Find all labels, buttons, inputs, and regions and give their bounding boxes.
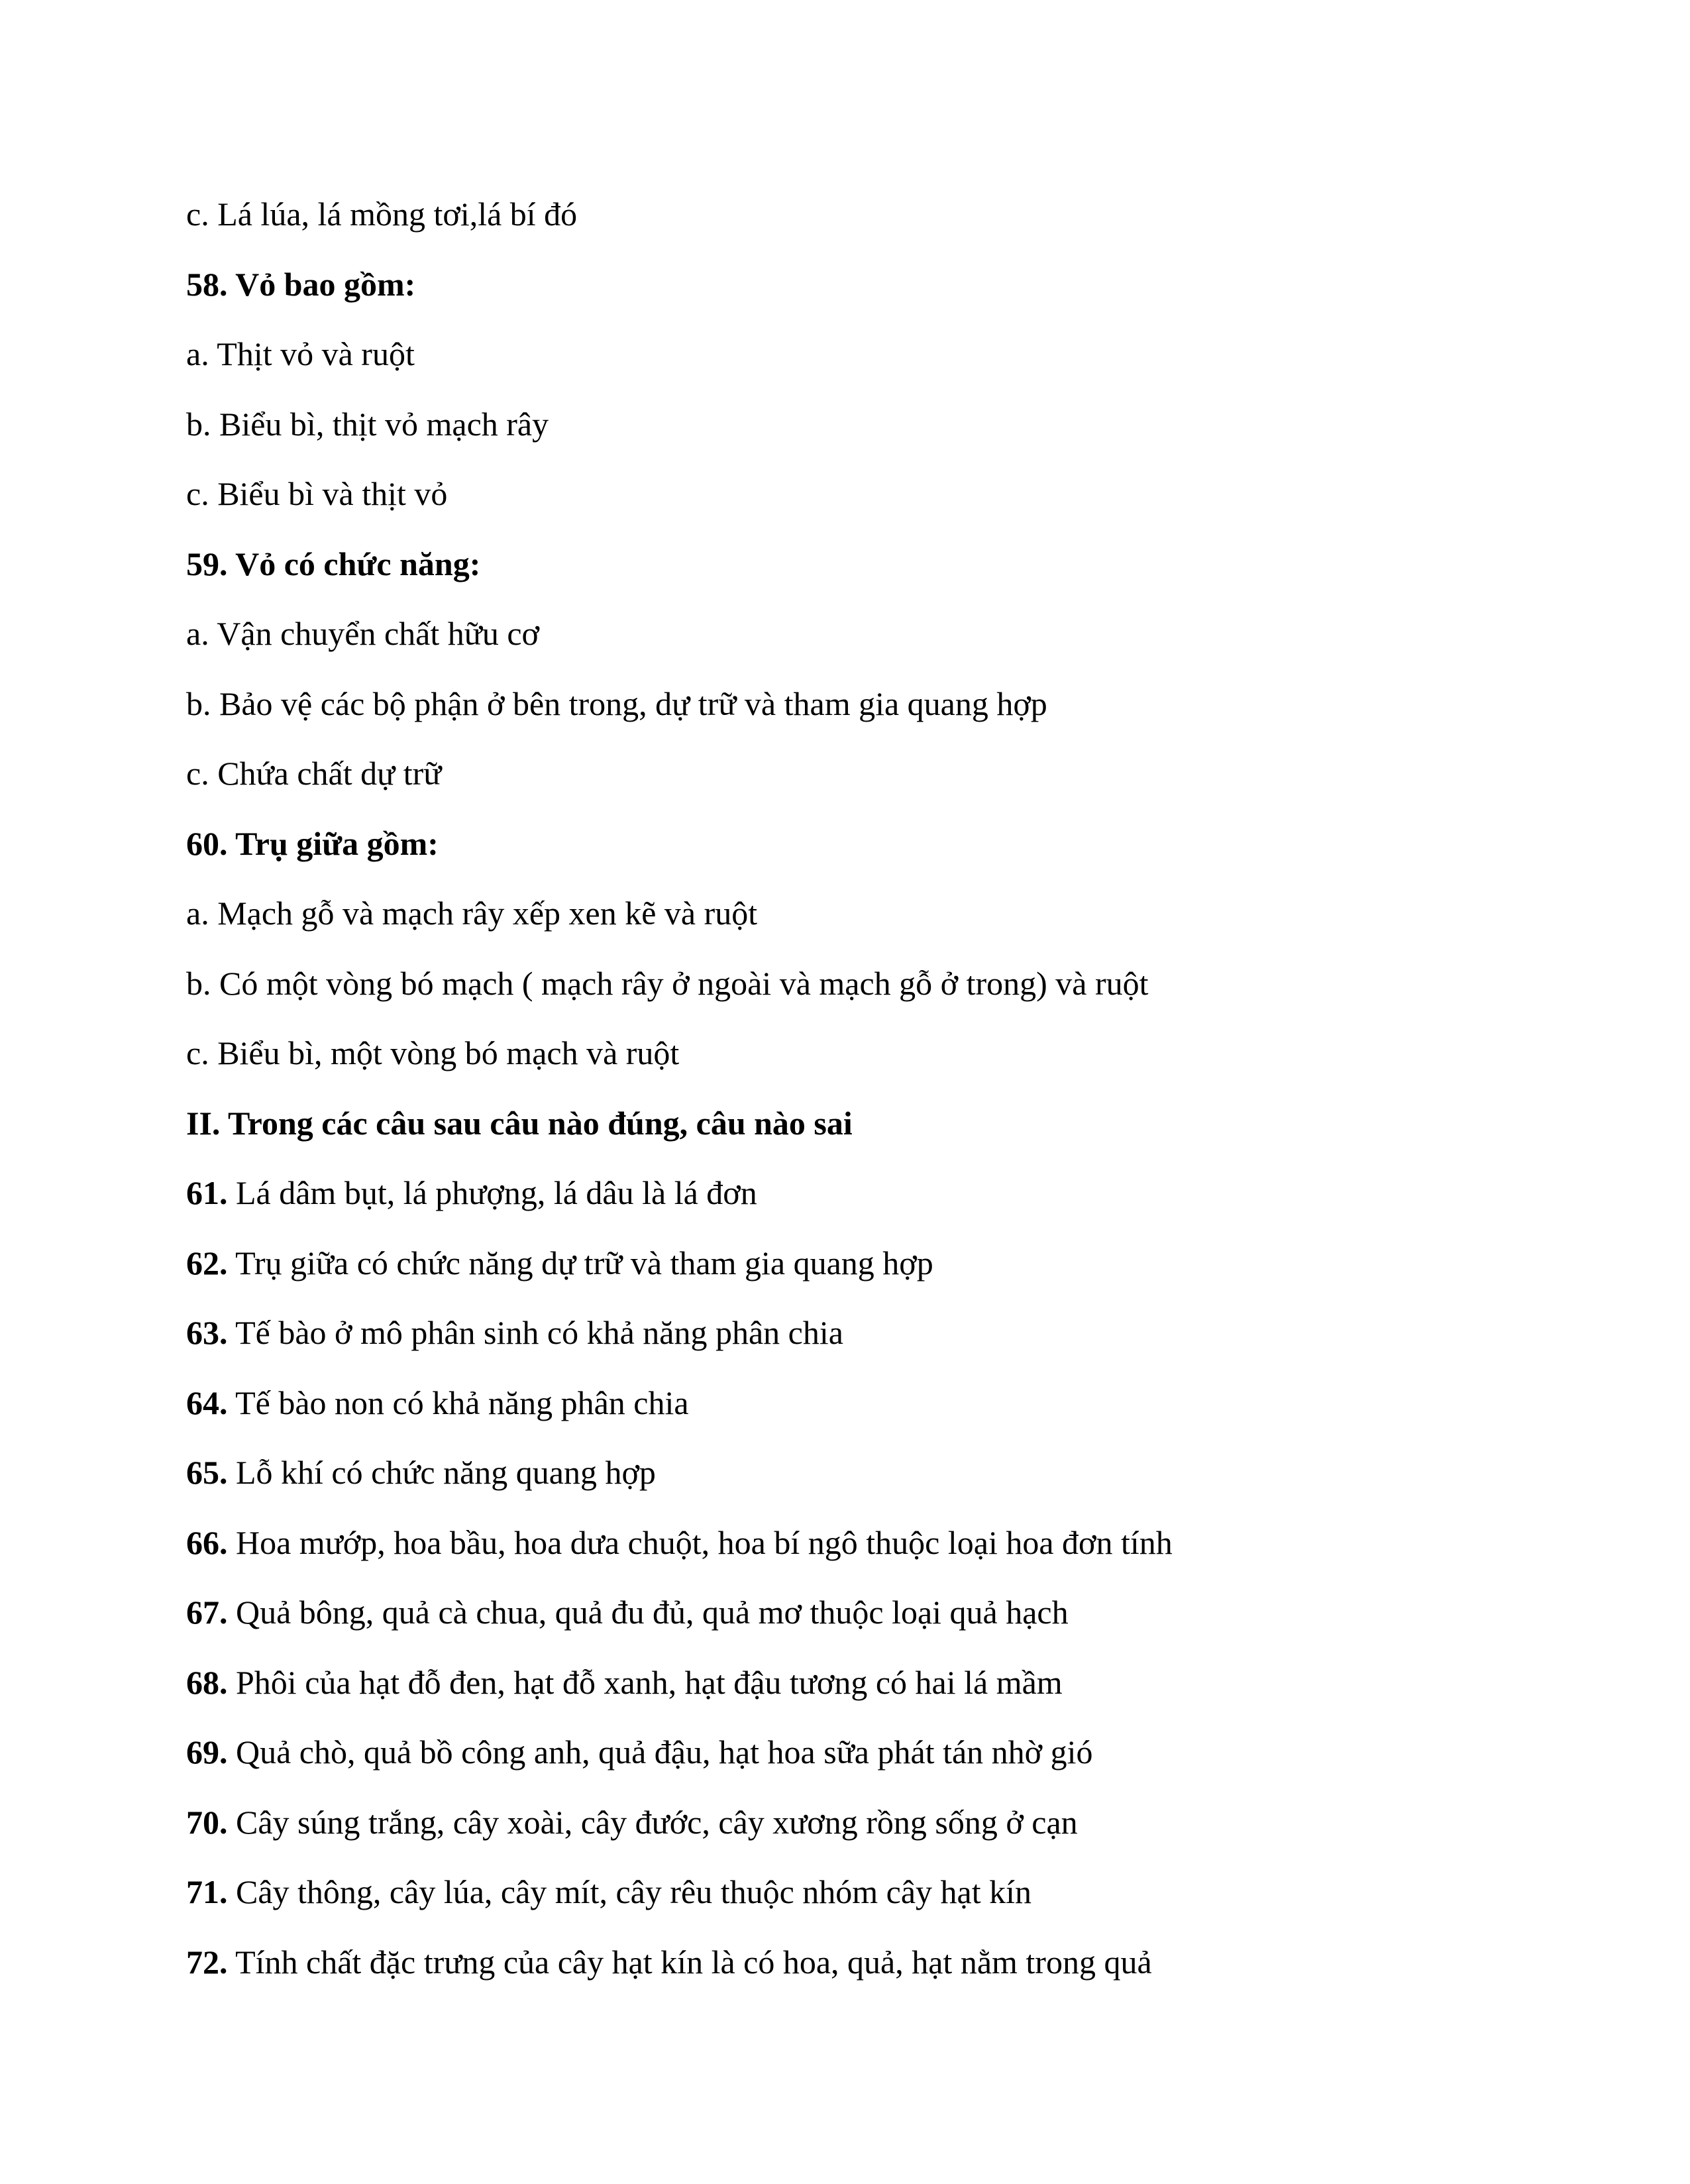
- statement-number: 65.: [186, 1454, 228, 1491]
- statement-text: Cây thông, cây lúa, cây mít, cây rêu thuộc nhóm cây hạt kín: [227, 1873, 1032, 1910]
- statement-text: Lỗ khí có chức năng quang hợp: [227, 1454, 656, 1491]
- answer-option: a. Mạch gỗ và mạch rây xếp xen kẽ và ruột: [186, 895, 758, 932]
- section-heading: II. Trong các câu sau câu nào đúng, câu nào sai: [186, 1104, 853, 1142]
- statement-item: [186, 1718, 1511, 1788]
- statement-text: Phôi của hạt đỗ đen, hạt đỗ xanh, hạt đậu tương có hai lá mầm: [227, 1663, 1063, 1701]
- statement-number: 62.: [186, 1244, 228, 1282]
- statement-number: 64.: [186, 1384, 228, 1421]
- statement-number: 68.: [186, 1663, 228, 1701]
- answer-option: c. Biểu bì, một vòng bó mạch và ruột: [186, 1034, 680, 1071]
- statement-item: [186, 1648, 1511, 1718]
- document-body: [186, 180, 1511, 1997]
- answer-option: a. Thịt vỏ và ruột: [186, 335, 415, 372]
- statement-number: 67.: [186, 1594, 228, 1631]
- answer-option: c. Chứa chất dự trữ: [186, 755, 442, 792]
- statement-item: [186, 1368, 1511, 1439]
- statement-number: 61.: [186, 1174, 228, 1211]
- answer-option: b. Có một vòng bó mạch ( mạch rây ở ngoài và mạch gỗ ở trong) và ruột: [186, 964, 1149, 1002]
- answer-option: b. Bảo vệ các bộ phận ở bên trong, dự trữ và tham gia quang hợp: [186, 684, 1047, 722]
- answer-option: c. Lá lúa, lá mồng tơi,lá bí đó: [186, 195, 578, 233]
- question-heading: 60. Trụ giữa gồm:: [186, 824, 439, 862]
- statement-text: Quả chò, quả bồ công anh, quả đậu, hạt hoa sữa phát tán nhờ gió: [227, 1733, 1093, 1771]
- statement-text: Tế bào ở mô phân sinh có khả năng phân chia: [227, 1314, 843, 1351]
- question-heading: 59. Vỏ có chức năng:: [186, 545, 481, 582]
- answer-option: a. Vận chuyển chất hữu cơ: [186, 615, 539, 652]
- statement-item: [186, 1228, 1511, 1299]
- statement-item: [186, 1578, 1511, 1648]
- statement-item: [186, 1508, 1511, 1578]
- statement-text: Tế bào non có khả năng phân chia: [227, 1384, 689, 1421]
- statement-number: 66.: [186, 1523, 228, 1561]
- statement-number: 70.: [186, 1803, 228, 1841]
- statement-text: Lá dâm bụt, lá phượng, lá dâu là lá đơn: [227, 1174, 757, 1211]
- statement-number: 71.: [186, 1873, 228, 1910]
- statement-item: [186, 1158, 1511, 1228]
- statement-item: [186, 1928, 1511, 1998]
- statement-text: Trụ giữa có chức năng dự trữ và tham gia quang hợp: [227, 1244, 933, 1282]
- answer-option: b. Biểu bì, thịt vỏ mạch rây: [186, 405, 549, 443]
- statement-text: Tính chất đặc trưng của cây hạt kín là có hoa, quả, hạt nằm trong quả: [227, 1943, 1152, 1981]
- statement-number: 72.: [186, 1943, 228, 1981]
- answer-option: c. Biểu bì và thịt vỏ: [186, 475, 448, 512]
- question-heading: 58. Vỏ bao gồm:: [186, 265, 416, 303]
- statement-number: 69.: [186, 1733, 228, 1771]
- statement-item: [186, 1298, 1511, 1368]
- statement-text: Cây súng trắng, cây xoài, cây đước, cây xương rồng sống ở cạn: [227, 1803, 1078, 1841]
- statement-item: [186, 1438, 1511, 1508]
- statement-number: 63.: [186, 1314, 228, 1351]
- statement-text: Quả bông, quả cà chua, quả đu đủ, quả mơ thuộc loại quả hạch: [227, 1594, 1069, 1631]
- statement-item: [186, 1788, 1511, 1858]
- statement-text: Hoa mướp, hoa bầu, hoa dưa chuột, hoa bí ngô thuộc loại hoa đơn tính: [227, 1523, 1173, 1561]
- statement-item: [186, 1857, 1511, 1928]
